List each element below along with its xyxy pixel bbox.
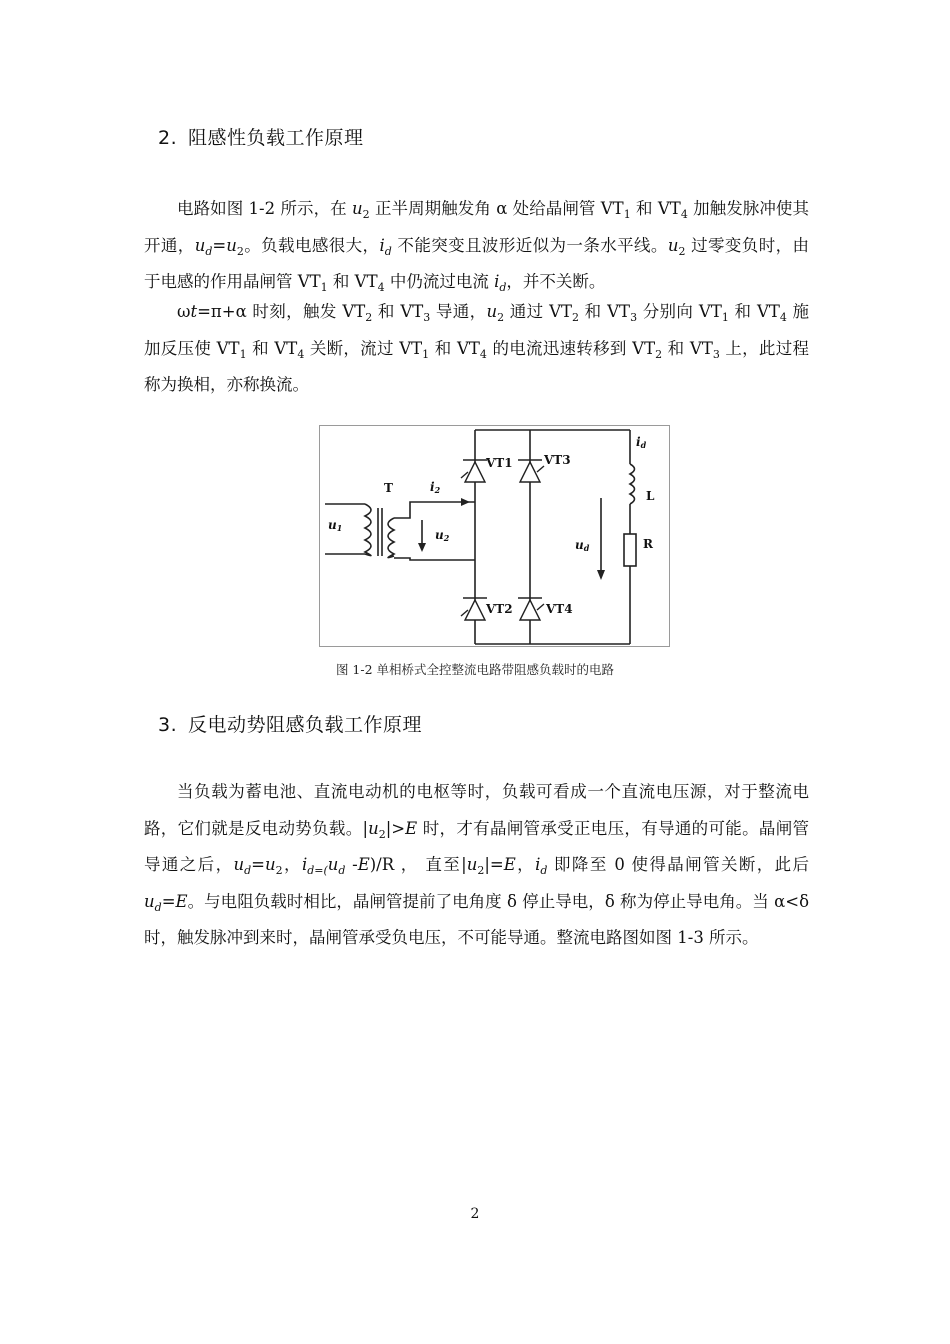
i2-arrowhead [461,498,470,506]
u2-label: u2 [435,528,450,543]
section-3-number: 3. [158,714,178,736]
vt2-label: VT2 [486,602,513,616]
i2-label: i2 [430,480,441,495]
ud-arrowhead [597,570,605,580]
secondary-winding [388,518,394,558]
section-2-number: 2. [158,127,178,149]
page-number: 2 [470,1206,480,1222]
secondary-bottom-wire [394,558,475,560]
section-3-paragraph-1: 当负载为蓄电池、直流电动机的电枢等时，负载可看成一个直流电压源，对于整流电路，它们就是反电动势负载。$|u_2|>E$ 时，才有晶闸管承受正电压，有导通的可能。晶闸管导通之后，$u_d=u_2$，$i_{d=(}u_d$ -E)/R ， 直至$|u_2|=E$，$i_d$ 即降至 0 使得晶闸管关断，此后 $u_d=E$。与电阻负载时相比，晶闸管提前了电角度 δ 停止导电，δ 称为停止导电角。当 α<δ 时，触发脉冲到来时，晶闸管承受负电压，不可能导通。整流电路图如图 1-3 所示。 [144,782,810,947]
bridge-rectifier-diagram [320,426,669,646]
section-2-paragraph-2: ωt=π+α 时刻，触发 $VT_2$ 和 $VT_3$ 导通，$u_2$ 通过 $VT_2$ 和 $VT_3$ 分别向 $VT_1$ 和 $VT_4$ 施加反压使 $VT_1$ 和 $VT_4$ 关断，流过 $VT_1$ 和 $VT_4$ 的电流迅速转移到 $VT_2$ 和 $VT_3$ 上，此过程称为换相，亦称换流。 [144,302,809,394]
inductor-coil [630,464,635,504]
section-3-title: 反电动势阻感负载工作原理 [188,714,423,736]
section-3-heading [158,710,422,737]
vt4-label: VT4 [546,602,573,616]
ud-label: ud [575,538,590,553]
figure-caption: 图 1-2 单相桥式全控整流电路带阻感负载时的电路 [335,662,615,677]
u2-arrowhead [418,543,426,552]
primary-winding [365,504,371,556]
id-label: id [636,435,647,450]
circuit-figure [319,425,670,647]
vt1-label: VT1 [486,456,513,470]
u1-label: u1 [328,518,343,533]
section-2-paragraph-1: 电路如图 1-2 所示，在 $u_2$ 正半周期触发角 α 处给晶闸管 $VT_1$ 和 $VT_4$ 加触发脉冲使其开通，$u_d=u_2$。负载电感很大，$i_d$ 不能突变且波形近似为一条水平线。$u_2$ 过零变负时，由于电感的作用晶闸管 $VT_1$ 和 $VT_4$ 中仍流过电流 $i_d$，并不关断。 [144,199,810,294]
vt3-label: VT3 [544,453,571,467]
transformer-label: T [384,481,393,495]
resistor-label: R [643,537,653,551]
resistor-body [624,534,636,566]
inductor-label: L [646,489,655,503]
section-2-heading [158,123,364,150]
section-2-title: 阻感性负载工作原理 [188,127,364,149]
